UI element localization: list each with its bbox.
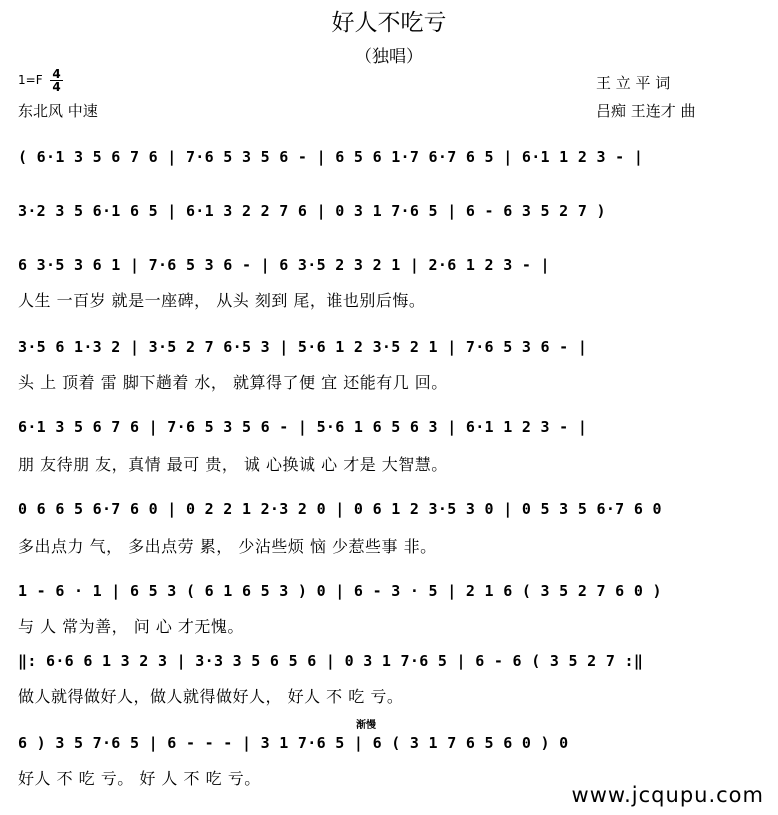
lyrics-line-3: 人生 一百岁 就是一座碑， 从头 刻到 尾，谁也别后悔。 (18, 291, 426, 310)
tempo-change-marking: 渐慢 (356, 720, 376, 731)
score-line-3: 6 3·5 3 6 1 | 7·6 5 3 6 - | 6 3·5 2 3 2 1 | 2·6 1 2 3 - | (18, 256, 550, 274)
score-line-9: 6 ) 3 5 7·6 5 | 6 - - - | 3 1 7·6 5 | 6 ( 3 1 7 6 5 6 0 ) 0 (18, 734, 569, 752)
lyrics-line-4: 头 上 顶着 雷 脚下趟着 水， 就算得了便 宜 还能有几 回。 (18, 373, 448, 392)
score-line-7: 1 - 6 · 1 | 6 5 3 ( 6 1 6 5 3 ) 0 | 6 - 3 · 5 | 2 1 6 ( 3 5 2 7 6 0 ) (18, 582, 662, 600)
time-signature-top: 4 (52, 67, 61, 81)
score-line-4: 3·5 6 1·3 2 | 3·5 2 7 6·5 3 | 5·6 1 2 3·5 2 1 | 7·6 5 3 6 - | (18, 338, 588, 356)
style-tempo: 东北风 中速 (18, 102, 98, 120)
lyrics-line-6: 多出点力 气， 多出点劳 累， 少沾些烦 恼 少惹些事 非。 (18, 537, 437, 556)
song-subtitle: （独唱） (355, 47, 423, 67)
composer: 吕痴 王连才 曲 (596, 102, 696, 120)
score-line-2: 3·2 3 5 6·1 6 5 | 6·1 3 2 2 7 6 | 0 3 1 7·6 5 | 6 - 6 3 5 2 7 ) (18, 202, 606, 220)
score-line-8: ‖: 6·6 6 1 3 2 3 | 3·3 3 5 6 5 6 | 0 3 1 7·6 5 | 6 - 6 ( 3 5 2 7 :‖ (18, 652, 644, 670)
score-line-6: 0 6 6 5 6·7 6 0 | 0 2 2 1 2·3 2 0 | 0 6 1 2 3·5 3 0 | 0 5 3 5 6·7 6 0 (18, 500, 662, 518)
watermark-url: www.jcqupu.com (571, 783, 764, 807)
time-signature-bottom: 4 (52, 80, 61, 94)
lyrics-line-8: 做人就得做好人，做人就得做好人， 好人 不 吃 亏。 (18, 687, 404, 706)
lyricist: 王 立 平 词 (596, 74, 671, 92)
score-line-1: ( 6·1 3 5 6 7 6 | 7·6 5 3 5 6 - | 6 5 6 1·7 6·7 6 5 | 6·1 1 2 3 - | (18, 148, 644, 166)
lyrics-line-9: 好人 不 吃 亏。 好 人 不 吃 亏。 (18, 769, 261, 788)
lyrics-line-7: 与 人 常为善， 问 心 才无愧。 (18, 617, 244, 636)
score-line-5: 6·1 3 5 6 7 6 | 7·6 5 3 5 6 - | 5·6 1 6 5 6 3 | 6·1 1 2 3 - | (18, 418, 588, 436)
song-title: 好人不吃亏 (331, 10, 447, 36)
lyrics-line-5: 朋 友待朋 友，真情 最可 贵， 诚 心换诚 心 才是 大智慧。 (18, 455, 448, 474)
time-signature (50, 68, 62, 93)
key-signature (18, 68, 63, 93)
key-label: 1=F (18, 73, 43, 87)
